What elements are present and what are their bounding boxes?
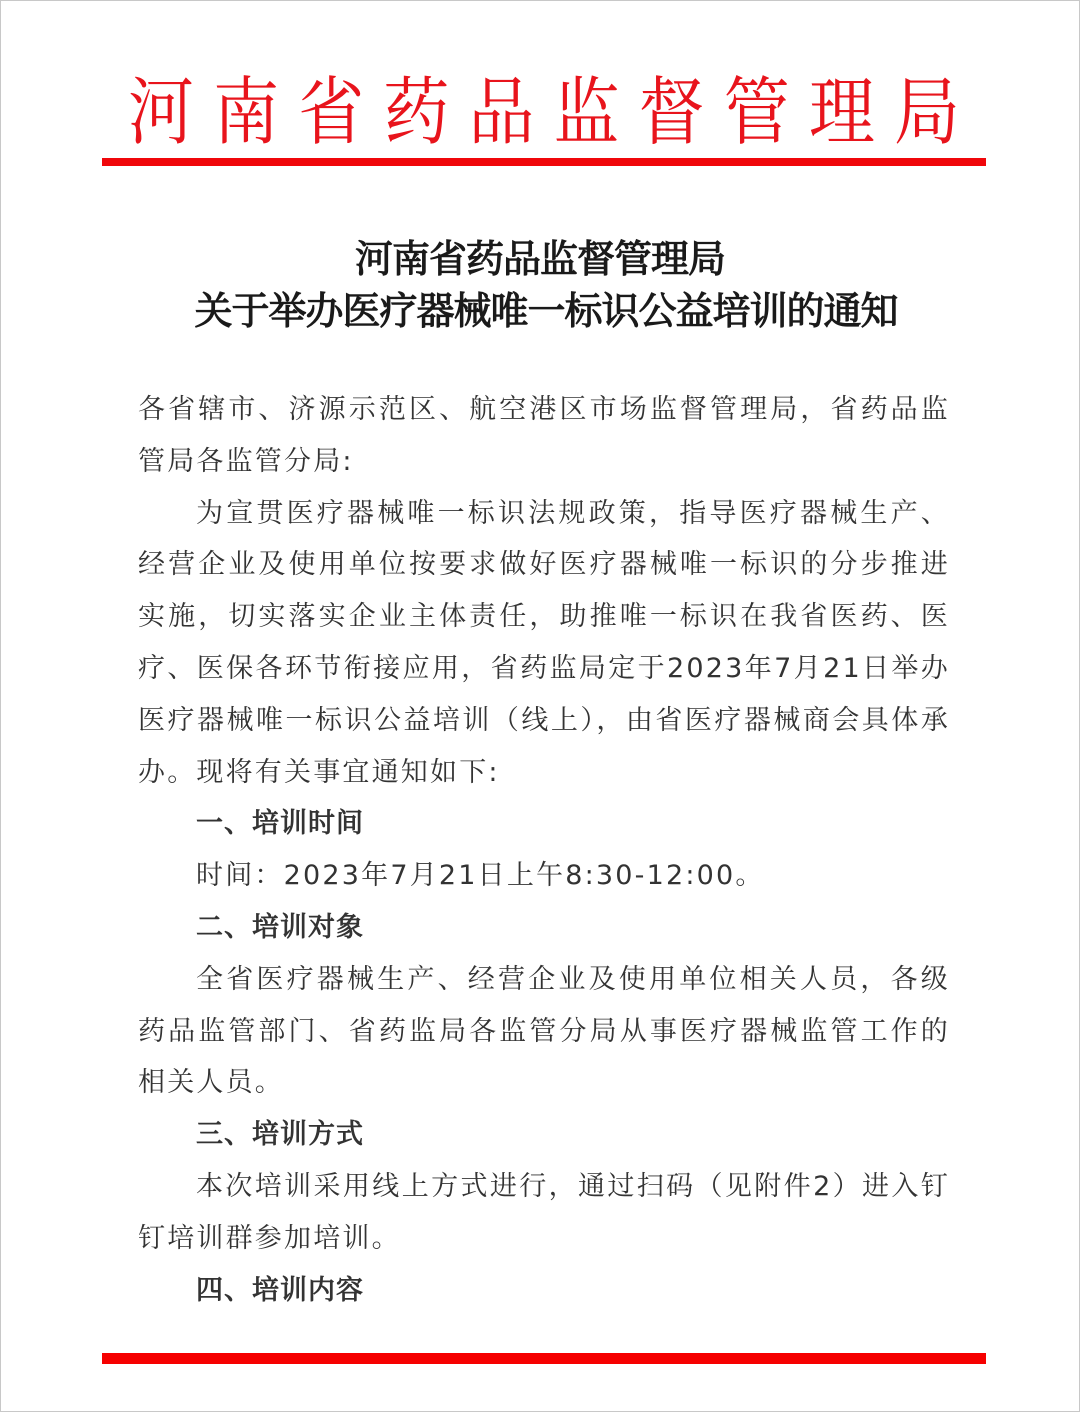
footer-red-rule <box>102 1353 986 1364</box>
masthead-char: 品 <box>468 69 535 156</box>
section-heading-content: 四、培训内容 <box>196 1274 364 1306</box>
document-title-line-1: 河南省药品监督管理局 <box>354 236 725 281</box>
document-body <box>138 384 950 1316</box>
section-text-audience: 全省医疗器械生产、经营企业及使用单位相关人员，各级药品监管部门、省药监局各监管分局从事医疗器械监管工作的相关人员。 <box>138 963 950 1099</box>
masthead-char: 监 <box>553 69 620 156</box>
section-heading-method: 三、培训方式 <box>196 1119 364 1151</box>
section-text-method: 本次培训采用线上方式进行，通过扫码（见附件2）进入钉钉培训群参加培训。 <box>138 1170 950 1254</box>
intro-paragraph: 为宣贯医疗器械唯一标识法规政策，指导医疗器械生产、经营企业及使用单位按要求做好医疗器械唯一标识的分步推进实施，切实落实企业主体责任，助推唯一标识在我省医药、医疗、医保各环节衔接应用，省药监局定于2023年7月21日举办医疗器械唯一标识公益培训（线上），由省医疗器械商会具体承办。现将有关事宜通知如下: <box>138 497 950 788</box>
section-heading-audience: 二、培训对象 <box>196 911 364 943</box>
masthead-char: 南 <box>213 69 280 156</box>
masthead-char: 省 <box>298 69 365 156</box>
masthead-char: 管 <box>723 69 790 156</box>
masthead-char: 督 <box>638 69 705 156</box>
masthead-char: 局 <box>893 69 960 156</box>
salutation: 各省辖市、济源示范区、航空港区市场监督管理局，省药品监管局各监管分局: <box>138 394 950 477</box>
masthead-red-rule <box>102 158 986 166</box>
document-title-line-2: 关于举办医疗器械唯一标识公益培训的通知 <box>194 288 898 333</box>
section-heading-time: 一、培训时间 <box>196 808 364 840</box>
masthead-char: 河 <box>128 69 194 156</box>
masthead-char: 药 <box>383 69 450 156</box>
section-text-time: 时间：2023年7月21日上午8:30-12:00。 <box>196 860 765 892</box>
masthead-org-name <box>100 68 990 158</box>
masthead-char: 理 <box>808 69 875 156</box>
